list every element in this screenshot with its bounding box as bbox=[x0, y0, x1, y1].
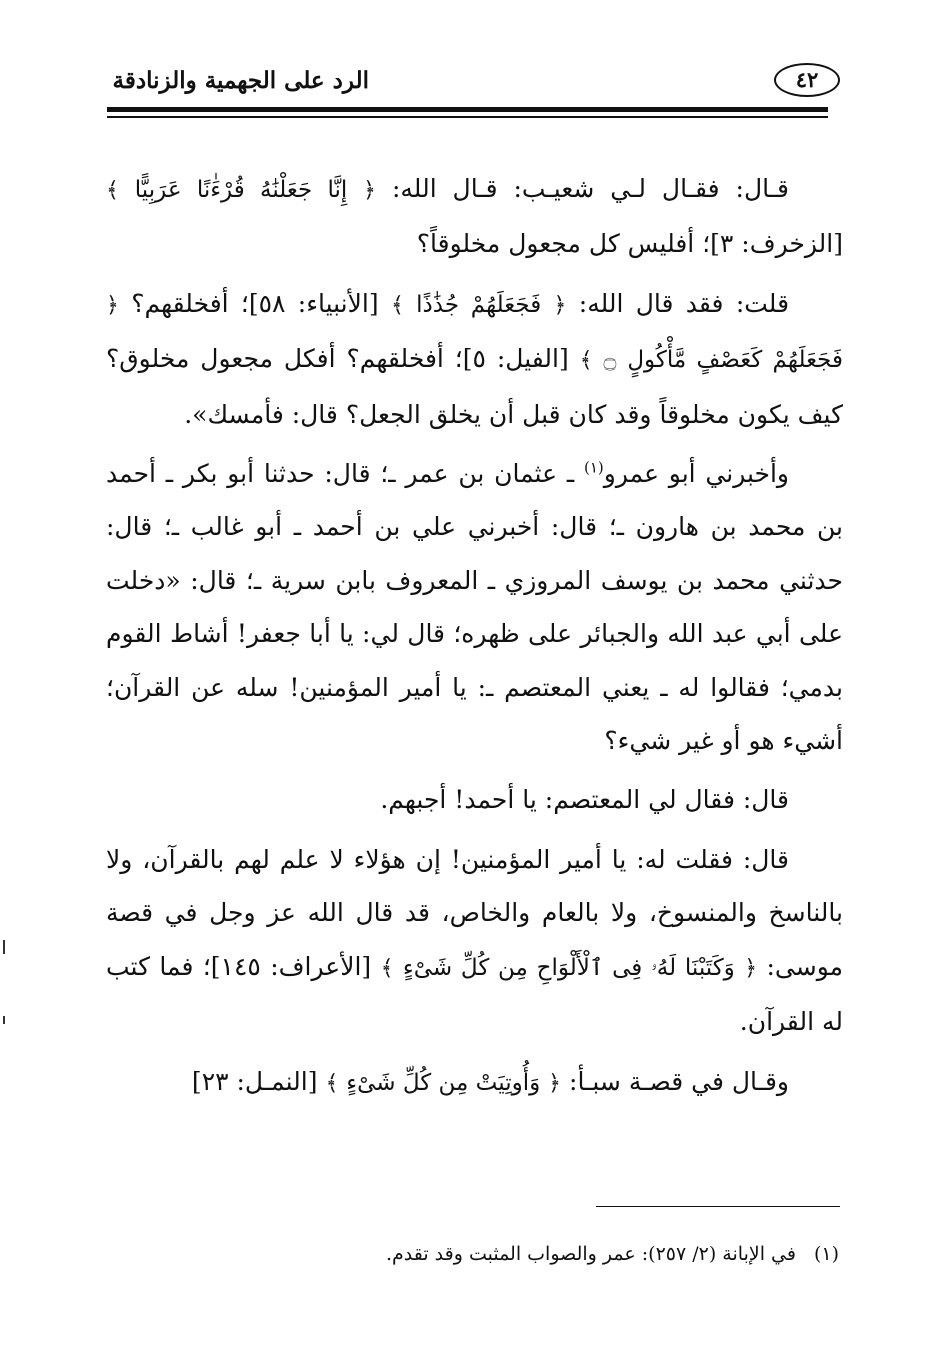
ornate-bracket-open-icon: ﴿ bbox=[363, 178, 377, 203]
footnote-separator bbox=[596, 1206, 840, 1207]
paragraph-3 bbox=[106, 447, 843, 767]
footnote-number: (١) bbox=[813, 1243, 839, 1265]
p6-text-b: [النمـل: ٢٣] bbox=[191, 1066, 318, 1096]
verse-end-mark-icon: ۝ bbox=[603, 348, 617, 374]
p5-text-b: [الأعراف: ١٤٥]؛ فما كتب له القرآن. bbox=[106, 951, 843, 1037]
ornate-bracket-close-icon: ﴾ bbox=[325, 1070, 339, 1096]
ornate-bracket-open-icon: ﴿ bbox=[106, 292, 119, 318]
quran-verse: وَأُوتِيَتْ مِن كُلِّ شَىْءٍ bbox=[346, 1069, 541, 1096]
p3-text-a: وأخبرني أبو عمرو bbox=[603, 459, 790, 489]
header-rule-thin bbox=[107, 116, 828, 118]
ornate-bracket-close-icon: ﴾ bbox=[380, 955, 394, 981]
ornate-bracket-close-icon: ﴾ bbox=[579, 348, 593, 374]
ornate-bracket-open-icon: ﴿ bbox=[744, 955, 758, 981]
p1-text-b: [الزخرف: ٣]؛ أفليس كل مجعول مخلوقاً؟ bbox=[416, 229, 843, 259]
footnote bbox=[386, 1240, 839, 1268]
quran-verse: إِنَّا جَعَلْنَٰهُ قُرْءَٰنًا عَرَبِيًّا bbox=[134, 177, 348, 203]
paragraph-1 bbox=[106, 162, 843, 271]
running-title: الرد على الجهمية والزنادقة bbox=[112, 67, 369, 94]
p2-text-a: قلت: فقد قال الله: bbox=[578, 288, 790, 318]
paragraph-5 bbox=[106, 833, 843, 1049]
quran-verse: وَكَتَبْنَا لَهُۥ فِى ٱلْأَلْوَاحِ مِن كُلِّ شَىْءٍ bbox=[402, 954, 735, 981]
ornate-bracket-open-icon: ﴿ bbox=[553, 292, 567, 318]
scan-edge-mark bbox=[3, 940, 5, 954]
ornate-bracket-close-icon: ﴾ bbox=[106, 178, 119, 203]
p3-text-b: ـ عثمان بن عمر ـ؛ قال: حدثنا أبو بكر ـ أحمد بن محمد بن هارون ـ؛ قال: أخبرني علي بن أحمد ـ أبو غالب ـ؛ قال: حدثني محمد بن يوسف المروزي ـ المعروف بابن سرية ـ؛ قال: «دخلت على أبي عبد الله والجبائر على ظهره؛ قال لي: يا أبا جعفر! أشاط القوم بدمي؛ فقالوا له ـ يعني المعتصم ـ: يا أمير المؤمنين! سله عن القرآن؛ أشيء هو أو غير شيء؟ bbox=[106, 459, 843, 756]
paragraph-6 bbox=[106, 1055, 843, 1110]
footnote-text: في الإبانة (٢/ ٢٥٧): عمر والصواب المثبت وقد تقدم. bbox=[385, 1243, 796, 1265]
p1-text-a: قـال: فقـال لـي شعيـب: قـال الله: bbox=[391, 174, 789, 203]
scan-edge-mark bbox=[3, 1016, 5, 1024]
header-rule-thick bbox=[107, 107, 828, 112]
paragraph-4: قال: فقال لي المعتصم: يا أحمد! أجبهم. bbox=[380, 785, 789, 815]
ornate-bracket-open-icon: ﴿ bbox=[548, 1070, 562, 1096]
main-text bbox=[106, 162, 843, 1110]
ornate-bracket-close-icon: ﴾ bbox=[390, 292, 404, 318]
quran-verse: فَجَعَلَهُمْ كَعَصْفٍ مَّأْكُولٍ bbox=[627, 347, 844, 374]
page-number: ٤٢ bbox=[774, 63, 840, 97]
quran-verse: فَجَعَلَهُمْ جُذَٰذًا bbox=[416, 291, 542, 318]
footnote-reference[interactable]: (١) bbox=[583, 458, 604, 477]
p2-text-c: [الفيل: ٥]؛ أفخلقهم؟ أفكل مجعول مخلوق؟ كيف يكون مخلوقاً وقد كان قبل أن يخلق الجعل؟ قال: فأمسك». bbox=[106, 344, 843, 429]
p2-text-b: [الأنبياء: ٥٨]؛ أفخلقهم؟ bbox=[131, 288, 379, 318]
p6-text-a: وقـال في قصـة سبـأ: bbox=[569, 1066, 789, 1096]
paragraph-2 bbox=[106, 277, 843, 441]
p5-text-a: قال: فقلت له: يا أمير المؤمنين! إن هؤلاء لا علم لهم بالقرآن، ولا بالناسخ والمنسوخ، ولا بالعام والخاص، قد قال الله عز وجل في قصة موسى: bbox=[106, 844, 843, 981]
